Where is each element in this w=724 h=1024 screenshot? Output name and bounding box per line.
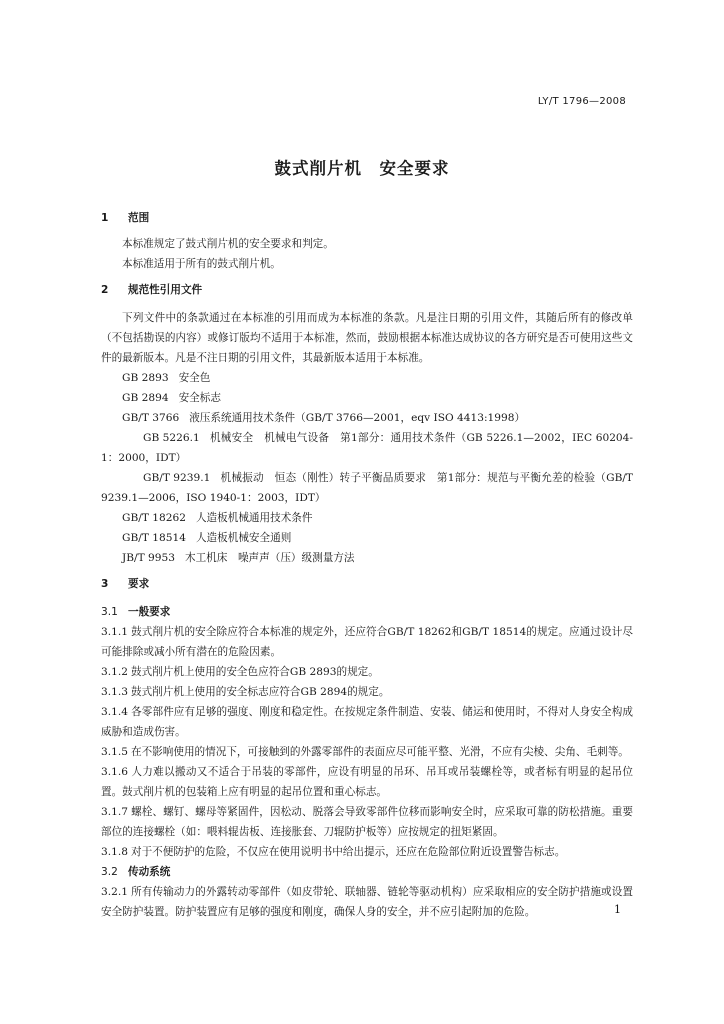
clause-number: 3.1.4 <box>101 706 128 718</box>
subsection-heading <box>101 862 633 882</box>
section-2-heading <box>101 280 633 300</box>
clause <box>101 762 633 802</box>
clause-number: 3.1.1 <box>101 626 128 638</box>
clause <box>101 622 633 662</box>
clause-number: 3.1.8 <box>101 846 128 858</box>
clause <box>101 662 633 682</box>
clause-text: 鼓式削片机的安全除应符合本标准的规定外，还应符合GB/T 18262和GB/T 18514的规定。应通过设计尽可能排除或减小所有潜在的危险因素。 <box>101 626 633 658</box>
clause-number: 3.1.7 <box>101 806 128 818</box>
subsection-title: 一般要求 <box>128 606 171 618</box>
clause-text: 螺栓、螺钉、螺母等紧固件，因松动、脱落会导致零部件位移而影响安全时，应采取可靠的防松措施。重要部位的连接螺栓（如：喂料辊齿板、连接胀套、刀辊防护板等）应按规定的扭矩紧固。 <box>101 806 633 838</box>
clause-number: 3.1.6 <box>101 766 128 778</box>
section-title: 要求 <box>128 578 150 590</box>
reference-title: 液压系统通用技术条件（GB/T 3766—2001，eqv ISO 4413:1998） <box>189 412 526 424</box>
section-number: 2 <box>101 284 109 296</box>
standard-code: LY/T 1796—2008 <box>537 96 626 107</box>
reference-title: 人造板机械通用技术条件 <box>195 512 313 524</box>
clause-number: 3.2.1 <box>101 886 128 898</box>
subsection-heading <box>101 602 633 622</box>
clause-number: 3.1.3 <box>101 686 128 698</box>
paragraph: 本标准规定了鼓式削片机的安全要求和判定。 <box>122 238 334 250</box>
clause <box>101 802 633 842</box>
section-1-heading <box>101 208 633 228</box>
clause-number: 3.1.2 <box>101 666 128 678</box>
reference-code: GB 2893 <box>122 372 169 384</box>
reference-code: GB/T 3766 <box>122 412 180 424</box>
reference-title: 木工机床 噪声声（压）级测量方法 <box>185 552 355 564</box>
clause-text: 在不影响使用的情况下，可接触到的外露零部件的表面应尽可能平整、光滑，不应有尖棱、尖角、毛刺等。 <box>131 746 629 758</box>
reference-item <box>101 388 633 408</box>
clause-text: 人力难以搬动又不适合于吊装的零部件，应设有明显的吊环、吊耳或吊装螺栓等，或者标有明显的起吊位置。鼓式削片机的包装箱上应有明显的起吊位置和重心标志。 <box>101 766 633 798</box>
reference-item <box>101 368 633 388</box>
reference-item <box>101 548 633 568</box>
reference-code: GB 5226.1 <box>143 432 200 444</box>
subsection-number: 3.1 <box>101 606 118 618</box>
clause <box>101 682 633 702</box>
document-title: 鼓式削片机 安全要求 <box>274 159 450 178</box>
page-number: 1 <box>614 903 621 916</box>
section-3-heading <box>101 574 633 594</box>
reference-item <box>101 428 633 468</box>
clause-text: 鼓式削片机上使用的安全标志应符合GB 2894的规定。 <box>131 686 390 698</box>
reference-code: JB/T 9953 <box>122 552 175 564</box>
clause-text: 所有传输动力的外露转动零部件（如皮带轮、联轴器、链轮等驱动机构）应采取相应的安全防护措施或设置安全防护装置。防护装置应有足够的强度和刚度，确保人身的安全，并不应引起附加的危险。 <box>101 886 633 918</box>
reference-code: GB/T 9239.1 <box>143 472 211 484</box>
section-title: 规范性引用文件 <box>128 284 203 296</box>
document-body <box>101 208 633 922</box>
paragraph: 下列文件中的条款通过在本标准的引用而成为本标准的条款。凡是注日期的引用文件，其随后所有的修改单（不包括勘误的内容）或修订版均不适用于本标准，然而，鼓励根据本标准达成协议的各方研究是否可使用这些文件的最新版本。凡是不注日期的引用文件，其最新版本适用于本标准。 <box>101 312 633 364</box>
subsection-number: 3.2 <box>101 866 118 878</box>
reference-code: GB 2894 <box>122 392 169 404</box>
clause-text: 各零部件应有足够的强度、刚度和稳定性。在按规定条件制造、安装、储运和使用时，不得对人身安全构成威胁和造成伤害。 <box>101 706 633 738</box>
reference-title: 安全标志 <box>178 392 221 404</box>
paragraph: 本标准适用于所有的鼓式削片机。 <box>122 258 281 270</box>
clause-text: 对于不便防护的危险，不仅应在使用说明书中给出提示，还应在危险部位附近设置警告标志。 <box>131 846 566 858</box>
reference-item <box>101 468 633 508</box>
clause-number: 3.1.5 <box>101 746 128 758</box>
reference-item <box>101 408 633 428</box>
clause <box>101 742 633 762</box>
reference-title: 人造板机械安全通则 <box>195 532 292 544</box>
clause <box>101 842 633 862</box>
reference-code: GB/T 18262 <box>122 512 186 524</box>
reference-title: 机械安全 机械电气设备 第1部分：通用技术条件（GB 5226.1—2002，IEC 60204-1：2000，IDT） <box>101 432 633 464</box>
section-number: 3 <box>101 578 109 590</box>
clause <box>101 882 633 922</box>
clause <box>101 702 633 742</box>
section-number: 1 <box>101 212 109 224</box>
subsection-title: 传动系统 <box>128 866 171 878</box>
section-title: 范围 <box>128 212 150 224</box>
reference-code: GB/T 18514 <box>122 532 186 544</box>
clause-text: 鼓式削片机上使用的安全色应符合GB 2893的规定。 <box>131 666 379 678</box>
reference-item <box>101 528 633 548</box>
reference-title: 机械振动 恒态（刚性）转子平衡品质要求 第1部分：规范与平衡允差的检验（GB/T 9239.1—2006，ISO 1940-1：2003，IDT） <box>101 472 633 504</box>
reference-item <box>101 508 633 528</box>
reference-title: 安全色 <box>178 372 211 384</box>
